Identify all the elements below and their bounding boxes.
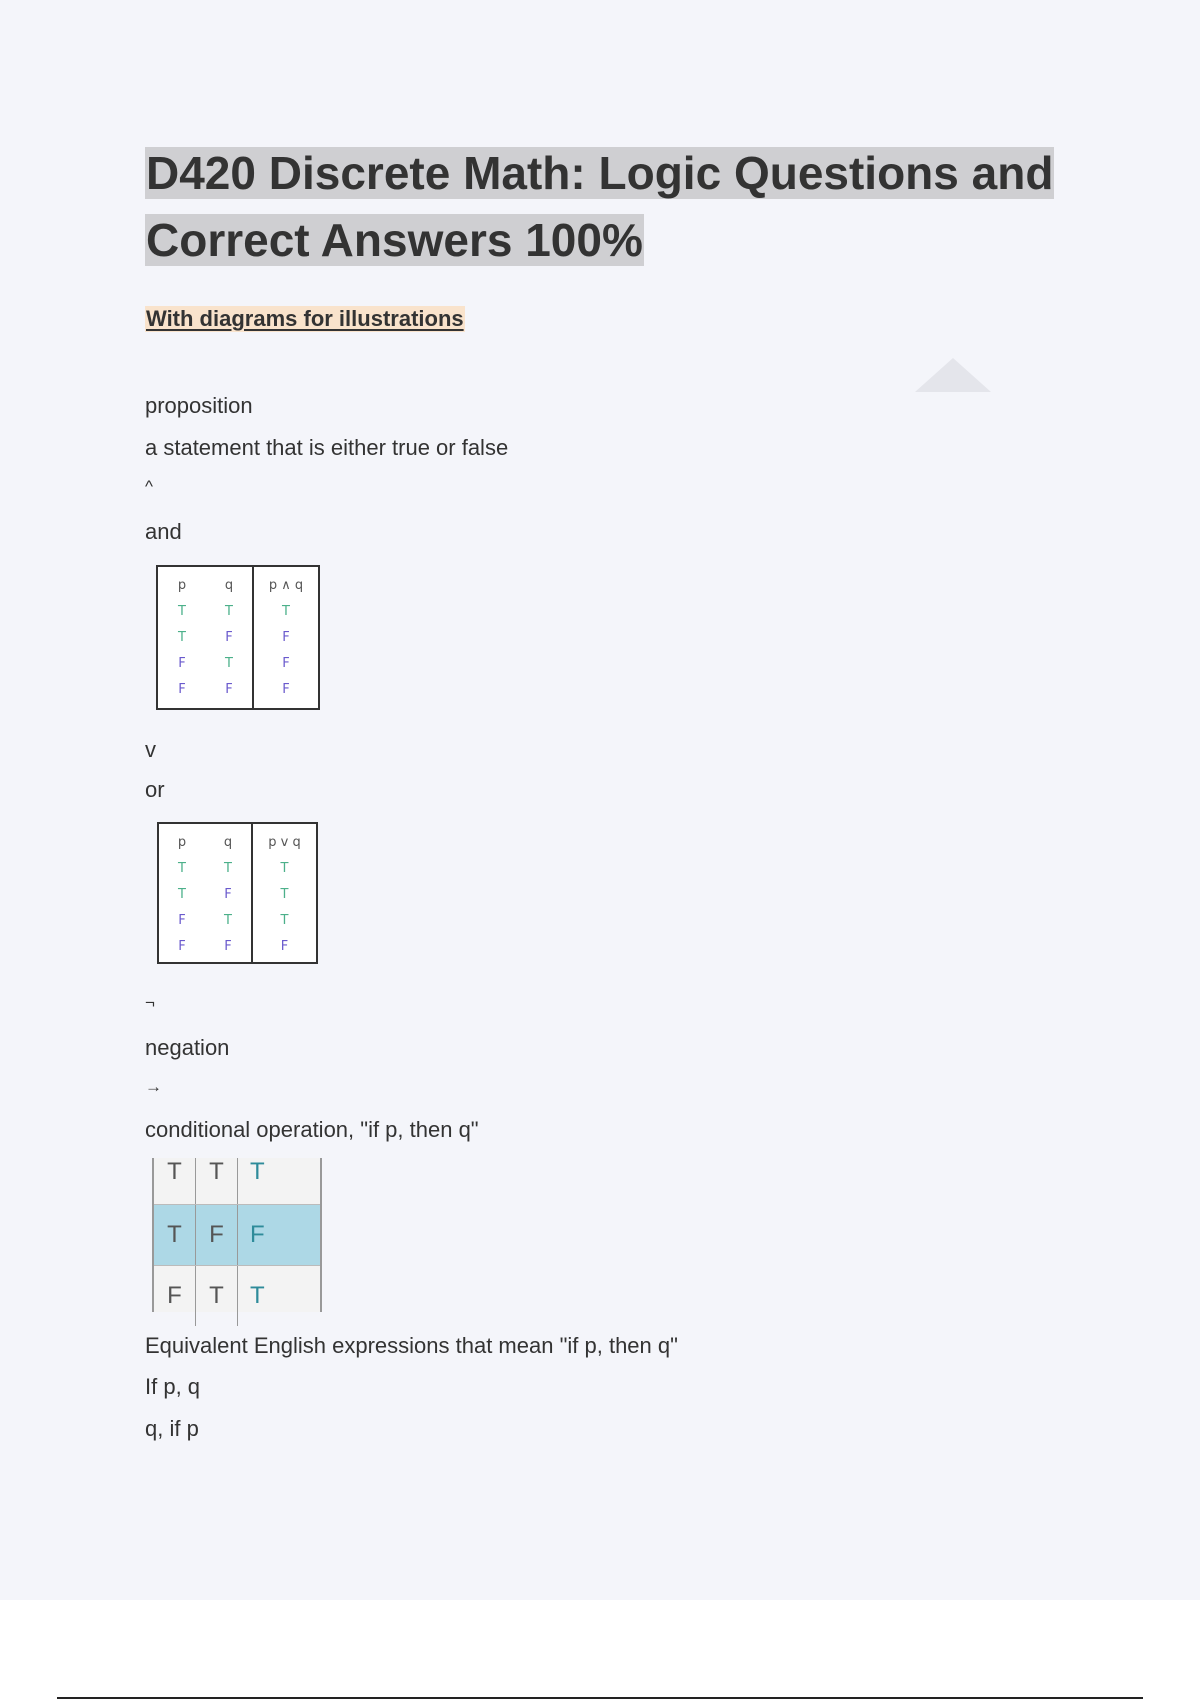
and-col-p — [158, 567, 206, 708]
table-row — [154, 1158, 320, 1204]
header-cell: q — [223, 835, 233, 850]
table-cell: F — [282, 656, 290, 671]
table-cell: T — [250, 1282, 265, 1309]
expression-line: q, if p — [145, 1416, 199, 1441]
definition-conditional: conditional operation, "if p, then q" — [145, 1117, 479, 1142]
table-cell: T — [224, 913, 232, 928]
and-symbol: ^ — [145, 477, 153, 496]
subtitle: With diagrams for illustrations — [146, 306, 464, 331]
table-cell: T — [178, 630, 186, 645]
negation-symbol: ¬ — [145, 993, 155, 1012]
definition-and: and — [145, 519, 182, 544]
table-cell: T — [196, 1158, 238, 1204]
or-truth-table — [157, 822, 318, 964]
table-cell: F — [280, 939, 289, 954]
definition-negation: negation — [145, 1035, 230, 1060]
term-equivalent-expressions: Equivalent English expressions that mean "if p, then q" — [145, 1333, 678, 1358]
header-cell: q — [224, 578, 234, 593]
or-col-q — [205, 824, 251, 962]
table-cell: T — [196, 1266, 238, 1326]
table-cell: F — [178, 913, 186, 928]
table-cell: T — [224, 861, 232, 876]
table-cell: T — [280, 913, 289, 928]
table-cell: T — [280, 887, 289, 902]
header-cell: p — [177, 578, 187, 593]
table-cell: F — [282, 630, 290, 645]
or-col-result — [253, 824, 316, 962]
table-cell: T — [154, 1205, 196, 1265]
table-cell: T — [178, 861, 186, 876]
table-cell: F — [225, 682, 233, 697]
table-cell: T — [225, 604, 233, 619]
and-col-q — [206, 567, 252, 708]
header-cell: p ∧ q — [268, 578, 304, 593]
table-cell: F — [224, 887, 232, 902]
table-cell: F — [282, 682, 290, 697]
title-line-1: D420 Discrete Math: Logic Questions and — [146, 147, 1054, 199]
table-cell: F — [178, 656, 186, 671]
expression-line: If p, q — [145, 1374, 201, 1399]
and-truth-table — [156, 565, 320, 710]
watermark-triangle-icon — [915, 358, 991, 392]
table-cell: T — [178, 604, 186, 619]
table-cell: T — [280, 861, 289, 876]
and-col-result — [254, 567, 318, 708]
conditional-truth-table — [152, 1158, 322, 1312]
or-symbol: v — [145, 737, 156, 762]
table-cell: T — [178, 887, 186, 902]
table-cell: F — [178, 939, 186, 954]
table-cell: F — [224, 939, 232, 954]
table-cell: F — [154, 1266, 196, 1326]
conditional-symbol: → — [145, 1077, 162, 1096]
definition-proposition: a statement that is either true or false — [145, 435, 509, 460]
header-cell: p — [177, 835, 187, 850]
table-cell: F — [225, 630, 233, 645]
title-line-2: Correct Answers 100% — [146, 214, 643, 266]
table-cell: T — [250, 1158, 265, 1185]
table-cell: T — [225, 656, 233, 671]
table-cell: F — [196, 1205, 238, 1265]
table-cell: T — [282, 604, 290, 619]
table-row-highlighted — [154, 1204, 320, 1266]
page-title — [145, 140, 1054, 274]
or-col-p — [159, 824, 205, 962]
table-cell: F — [178, 682, 186, 697]
table-cell: F — [250, 1221, 265, 1248]
table-cell: T — [154, 1158, 196, 1204]
table-row — [154, 1266, 320, 1326]
definition-or: or — [145, 777, 165, 802]
footer-divider — [57, 1697, 1143, 1699]
term-proposition: proposition — [145, 393, 253, 418]
header-cell: p v q — [268, 835, 301, 850]
